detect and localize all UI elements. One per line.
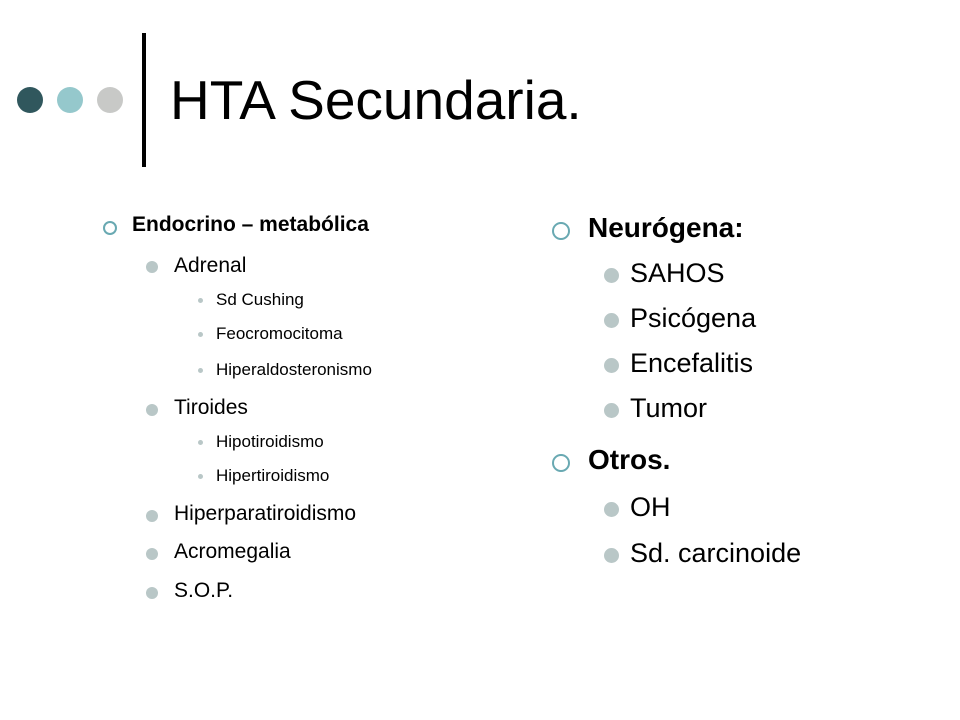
small-bullet-icon	[198, 440, 203, 445]
slide-title: HTA Secundaria.	[170, 69, 582, 131]
title-divider	[142, 33, 146, 167]
list-item-sd-cushing: Sd Cushing	[216, 290, 304, 309]
small-bullet-icon	[198, 332, 203, 337]
list-item-adrenal: Adrenal	[174, 254, 247, 277]
list-item-hiperparatiroidismo: Hiperparatiroidismo	[174, 502, 357, 525]
dot-bullet-icon	[146, 261, 158, 273]
small-bullet-icon	[198, 474, 203, 479]
dot-bullet-icon	[146, 404, 158, 416]
list-item-sd-carcinoide: Sd. carcinoide	[630, 538, 802, 568]
list-item-sop: S.O.P.	[174, 579, 234, 602]
dot-bullet-icon	[146, 510, 158, 522]
dot-bullet-icon	[604, 313, 619, 328]
small-bullet-icon	[198, 368, 203, 373]
dot-bullet-icon	[604, 358, 619, 373]
list-item-psicogena: Psicógena	[630, 303, 757, 333]
list-item-tumor: Tumor	[630, 393, 708, 423]
left-heading: Endocrino – metabólica	[132, 213, 369, 236]
dot-bullet-icon	[604, 403, 619, 418]
list-item-acromegalia: Acromegalia	[174, 540, 291, 563]
list-item-sahos: SAHOS	[630, 258, 725, 288]
section-heading-neurogena: Neurógena:	[588, 212, 744, 243]
list-item-hipertiroidismo: Hipertiroidismo	[216, 466, 330, 485]
small-bullet-icon	[198, 298, 203, 303]
ring-bullet-icon	[552, 454, 570, 472]
dot-bullet-icon	[146, 548, 158, 560]
header-dot-dark	[17, 87, 43, 113]
dot-bullet-icon	[146, 587, 158, 599]
list-item-encefalitis: Encefalitis	[630, 348, 754, 378]
header-dot-mid	[57, 87, 83, 113]
list-item-oh: OH	[630, 492, 671, 522]
ring-bullet-icon	[552, 222, 570, 240]
dot-bullet-icon	[604, 502, 619, 517]
dot-bullet-icon	[604, 268, 619, 283]
list-item-tiroides: Tiroides	[174, 396, 248, 419]
list-item-hiperaldosteronismo: Hiperaldosteronismo	[216, 360, 372, 379]
list-item-hipotiroidismo: Hipotiroidismo	[216, 432, 324, 451]
list-item-feocromocitoma: Feocromocitoma	[216, 324, 343, 343]
ring-bullet-icon	[103, 221, 117, 235]
header-dot-light	[97, 87, 123, 113]
section-heading-otros: Otros.	[588, 444, 671, 475]
dot-bullet-icon	[604, 548, 619, 563]
